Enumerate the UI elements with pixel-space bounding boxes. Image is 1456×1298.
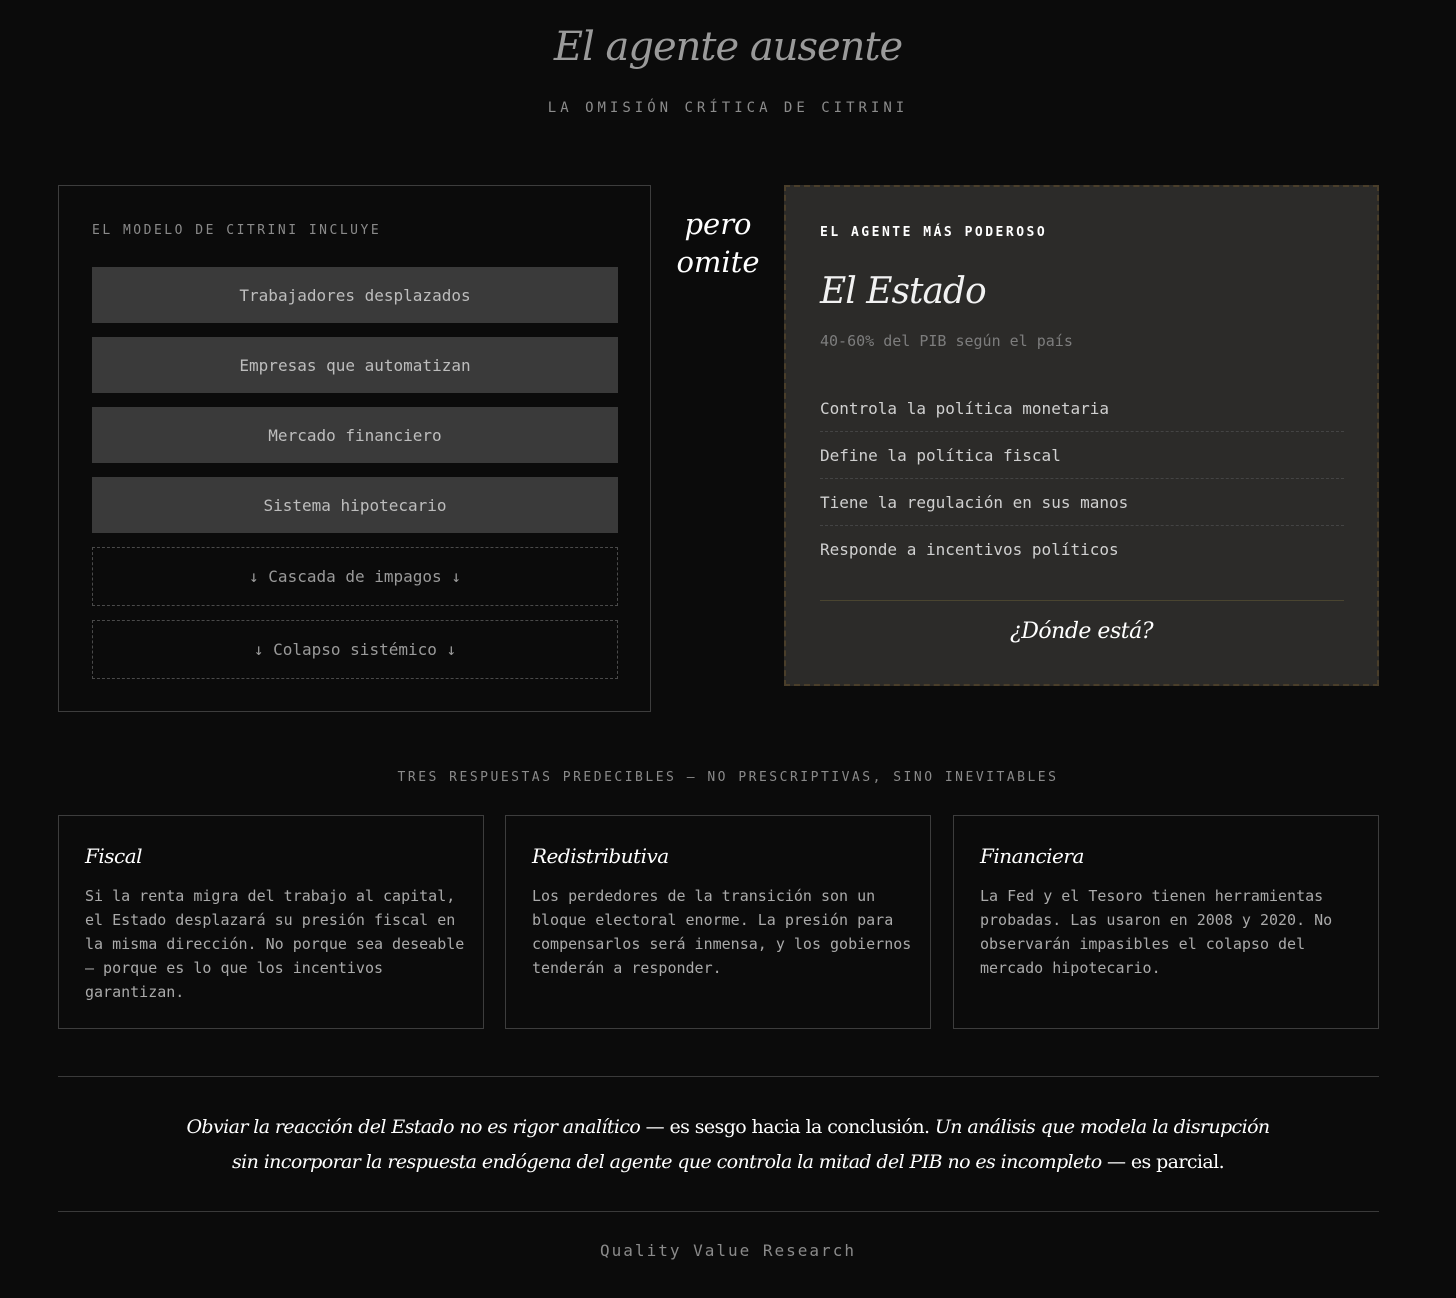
- card-body: Si la renta migra del trabajo al capital, el Estado desplazará su presión fiscal en la misma dirección. No porque sea deseable — porque es lo que los incentivos garantizan.: [85, 887, 465, 1001]
- divider-top: [58, 1076, 1379, 1077]
- response-card-financial: [953, 815, 1379, 1029]
- agent-capability: Controla la política monetaria: [820, 385, 1344, 432]
- conclusion-part-3: Un análisis que modela la disrupción sin incorporar la respuesta endógena del agente que controla la mitad del PIB no es incompleto: [231, 1116, 1270, 1173]
- agent-capability: Responde a incentivos políticos: [820, 540, 1119, 559]
- agent-title: El Estado: [820, 271, 986, 312]
- model-item-systemic-collapse: ↓ Colapso sistémico ↓: [92, 620, 618, 679]
- connector-line-1: pero: [684, 207, 752, 241]
- card-title: Fiscal: [85, 844, 143, 868]
- state-agent-box: [784, 185, 1379, 686]
- responses-label: TRES RESPUESTAS PREDECIBLES — NO PRESCRIPTIVAS, SINO INEVITABLES: [397, 770, 1059, 785]
- agent-capability: Define la política fiscal: [820, 432, 1344, 479]
- conclusion-part-4: — es parcial.: [1101, 1151, 1225, 1173]
- agent-capabilities-list: [820, 385, 1344, 573]
- divider-bottom: [58, 1211, 1379, 1212]
- card-body: La Fed y el Tesoro tienen herramientas probadas. Las usaron en 2008 y 2020. No observarán impasibles el colapso del mercado hipotecario.: [980, 887, 1333, 977]
- card-title: Redistributiva: [532, 844, 669, 868]
- model-box-heading: EL MODELO DE CITRINI INCLUYE: [92, 223, 382, 238]
- agent-box-heading: EL AGENTE MÁS PODEROSO: [820, 225, 1048, 240]
- model-item-default-cascade: ↓ Cascada de impagos ↓: [92, 547, 618, 606]
- page-title: El agente ausente: [553, 24, 903, 70]
- footer-credit: Quality Value Research: [600, 1241, 856, 1260]
- model-item-financial-market: Mercado financiero: [92, 407, 618, 463]
- card-title: Financiera: [980, 844, 1084, 868]
- agent-divider: [820, 600, 1344, 601]
- card-body: Los perdedores de la transición son un bloque electoral enorme. La presión para compensarlos será inmensa, y los gobiernos tenderán a responder.: [532, 887, 912, 977]
- agent-question: ¿Dónde está?: [1009, 619, 1153, 644]
- agent-capability: Tiene la regulación en sus manos: [820, 479, 1344, 526]
- conclusion-part-1: Obviar la reacción del Estado no es rigor analítico: [186, 1116, 641, 1138]
- model-item-mortgage-system: Sistema hipotecario: [92, 477, 618, 533]
- connector-text: [660, 205, 776, 281]
- page-subtitle: LA OMISIÓN CRÍTICA DE CITRINI: [547, 100, 909, 116]
- conclusion-quote: [180, 1110, 1276, 1180]
- response-card-fiscal: [58, 815, 484, 1029]
- model-item-workers: Trabajadores desplazados: [92, 267, 618, 323]
- agent-subtitle: 40-60% del PIB según el país: [820, 332, 1073, 350]
- conclusion-part-2: — es sesgo hacia la conclusión.: [640, 1116, 935, 1138]
- citrini-model-box: [58, 185, 651, 712]
- connector-line-2: omite: [676, 245, 760, 279]
- response-card-redistributive: [505, 815, 931, 1029]
- model-item-companies: Empresas que automatizan: [92, 337, 618, 393]
